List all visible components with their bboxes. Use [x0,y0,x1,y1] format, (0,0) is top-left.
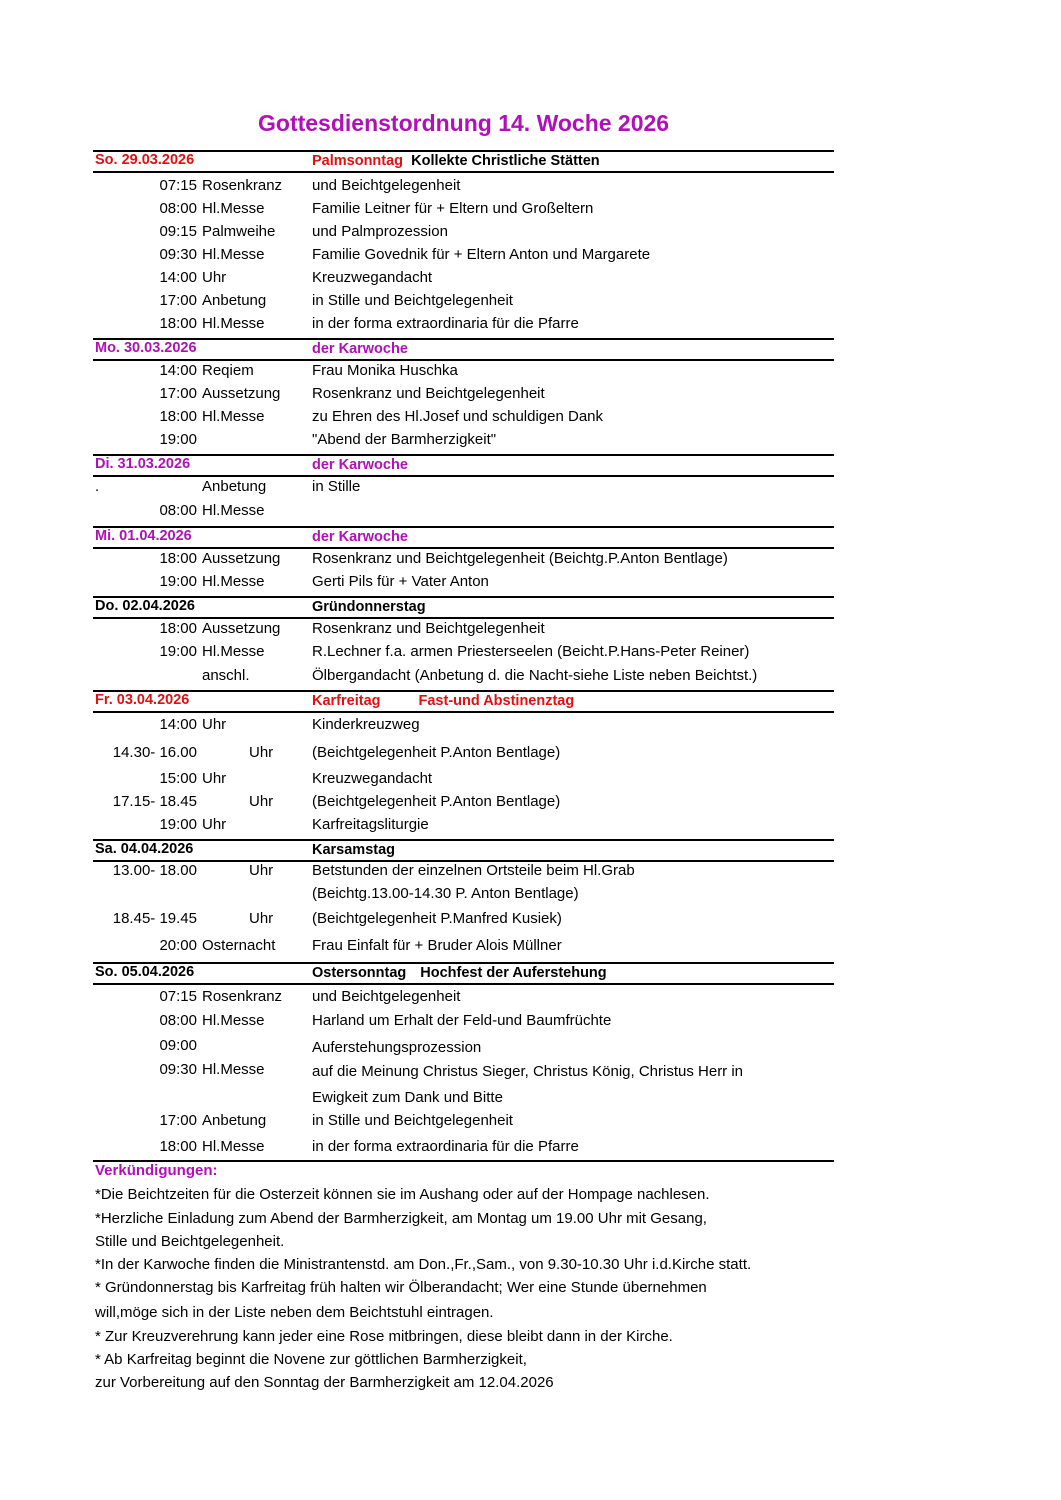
day-date: So. 29.03.2026 [95,152,195,168]
schedule-row: 13.00- 18.00 Uhr Betstunden der einzelnen Ortsteile beim Hl.Grab [112,862,635,879]
day-feast: Gründonnerstag [312,599,426,615]
day-header [93,962,834,985]
day-header [93,338,834,361]
day-header [93,596,834,619]
schedule-row: 14:00 Uhr Kreuzwegandacht [159,269,433,286]
schedule-row: 14:00 Reqiem Frau Monika Huschka [159,362,458,379]
day-feast: der Karwoche [312,341,408,357]
schedule-row: 19:00 Hl.Messe R.Lechner f.a. armen Priesterseelen (Beicht.P.Hans-Peter Reiner) [159,643,750,660]
day-date: Sa. 04.04.2026 [95,841,194,857]
schedule-row: 19:00 Uhr Karfreitagsliturgie [159,816,429,833]
announcement-line: *In der Karwoche finden die Ministrantenstd. am Don.,Fr.,Sam., von 9.30-10.30 Uhr i.d.Kirche statt. [95,1256,752,1273]
schedule-row: 14:00 Uhr Kinderkreuzweg [159,716,420,733]
schedule-row: anschl. Ölbergandacht (Anbetung d. die Nacht-siehe Liste neben Beichtst.) [202,667,758,684]
schedule-row: 18:00 Aussetzung Rosenkranz und Beichtgelegenheit [159,620,545,637]
announcement-line: Stille und Beichtgelegenheit. [95,1233,285,1250]
schedule-row: 18:00 Aussetzung Rosenkranz und Beichtgelegenheit (Beichtg.P.Anton Bentlage) [159,550,728,567]
schedule-row: 09:30 Hl.Messe Familie Govednik für + Eltern Anton und Margarete [159,246,651,263]
day-date: Fr. 03.04.2026 [95,692,190,708]
schedule-row: 09:00 Auferstehungsprozession [159,1037,482,1056]
day-date: So. 05.04.2026 [95,964,195,980]
page-title: Gottesdienstordnung 14. Woche 2026 [258,110,670,136]
announcement-line: * Zur Kreuzverehrung kann jeder eine Rose mitbringen, diese bleibt dann in der Kirche. [95,1328,673,1345]
schedule-row: 17:00 Anbetung in Stille und Beichtgelegenheit [159,1112,513,1129]
schedule-row: 08:00 Hl.Messe [159,502,265,519]
day-feast: Palmsonntag Kollekte Christliche Stätten [312,153,600,169]
schedule-row: 08:00 Hl.Messe Harland um Erhalt der Feld-und Baumfrüchte [159,1012,612,1029]
day-feast: Ostersonntag Hochfest der Auferstehung [312,965,607,981]
announcements-heading: Verkündigungen: [95,1162,218,1179]
day-header [93,454,834,477]
schedule-row: 07:15 Rosenkranz und Beichtgelegenheit [159,177,461,194]
day-header [93,526,834,549]
schedule-row: 08:00 Hl.Messe Familie Leitner für + Eltern und Großeltern [159,200,594,217]
announcement-line: will,möge sich in der Liste neben dem Beichtstuhl eintragen. [95,1304,494,1321]
announcement-line: zur Vorbereitung auf den Sonntag der Barmherzigkeit am 12.04.2026 [95,1374,554,1391]
announcement-line: *Herzliche Einladung zum Abend der Barmherzigkeit, am Montag um 19.00 Uhr mit Gesang, [95,1210,707,1227]
schedule-row: 07:15 Rosenkranz und Beichtgelegenheit [159,988,461,1005]
announcement-line: * Ab Karfreitag beginnt die Novene zur göttlichen Barmherzigkeit, [95,1351,527,1368]
schedule-row: 17:00 Anbetung in Stille und Beichtgelegenheit [159,292,513,309]
schedule-row: 09:30 Hl.Messe auf die Meinung Christus Sieger, Christus König, Christus Herr in [159,1061,744,1080]
schedule-row: 15:00 Uhr Kreuzwegandacht [159,770,433,787]
day-feast: der Karwoche [312,457,408,473]
schedule-row: 19:00 "Abend der Barmherzigkeit" [159,431,497,448]
schedule-row: 20:00 Osternacht Frau Einfalt für + Bruder Alois Müllner [159,937,562,954]
day-feast: Karsamstag [312,842,396,858]
day-header [93,690,834,713]
announcement-line: *Die Beichtzeiten für die Osterzeit können sie im Aushang oder auf der Hompage nachlesen. [95,1186,710,1203]
schedule-row: 18:00 Hl.Messe in der forma extraordinaria für die Pfarre [159,315,579,332]
day-header [93,150,834,173]
announcement-line: * Gründonnerstag bis Karfreitag früh halten wir Ölberandacht; Wer eine Stunde übernehmen [95,1279,707,1296]
schedule-row: 18:00 Hl.Messe in der forma extraordinaria für die Pfarre [159,1138,579,1155]
day-feast: der Karwoche [312,529,408,545]
day-date: Di. 31.03.2026 [95,456,191,472]
schedule-row: . Anbetung in Stille [95,478,361,495]
schedule-row: 17:00 Aussetzung Rosenkranz und Beichtgelegenheit [159,385,545,402]
schedule-row: Ewigkeit zum Dank und Bitte [312,1089,503,1106]
day-date: Mi. 01.04.2026 [95,528,192,544]
schedule-row: 18:00 Hl.Messe zu Ehren des Hl.Josef und schuldigen Dank [159,408,604,425]
day-date: Mo. 30.03.2026 [95,340,197,356]
schedule-row: 17.15- 18.45 Uhr (Beichtgelegenheit P.Anton Bentlage) [112,793,561,810]
schedule-row: 09:15 Palmweihe und Palmprozession [159,223,448,240]
schedule-row: (Beichtg.13.00-14.30 P. Anton Bentlage) [312,885,579,902]
day-header [93,839,834,862]
schedule-row: 14.30- 16.00 Uhr (Beichtgelegenheit P.Anton Bentlage) [112,744,561,761]
schedule-row: 18.45- 19.45 Uhr (Beichtgelegenheit P.Manfred Kusiek) [112,910,562,927]
day-feast: Karfreitag Fast-und Abstinenztag [312,693,575,709]
day-date: Do. 02.04.2026 [95,598,195,614]
schedule-row: 19:00 Hl.Messe Gerti Pils für + Vater Anton [159,573,489,590]
